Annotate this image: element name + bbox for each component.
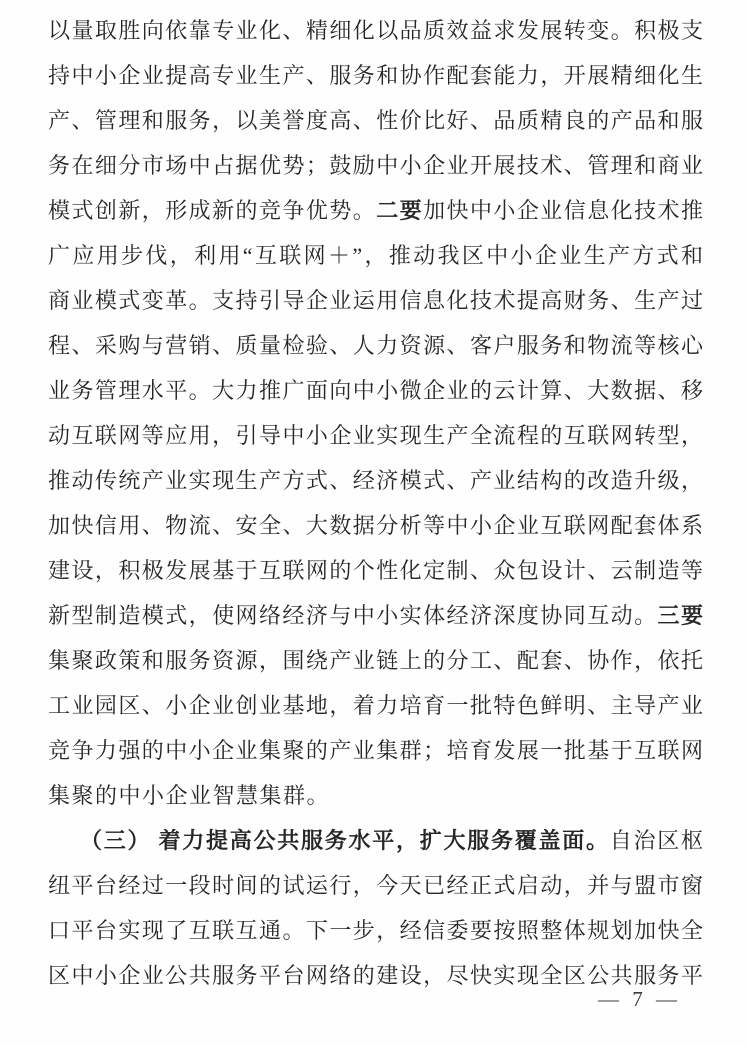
text-line (48, 8, 703, 53)
text-segment: 动互联网等应用，引导中小企业实现生产全流程的互联网转型， (48, 423, 703, 448)
text-segment: 竞争力强的中小企业集聚的产业集群；培育发展一批基于互联网 (48, 738, 703, 763)
text-line (48, 323, 703, 368)
text-line (48, 458, 703, 503)
text-segment: 广应用步伐，利用“互联网＋”，推动我区中小企业生产方式和 (48, 243, 704, 268)
text-segment: 集聚政策和服务资源，围绕产业链上的分工、配套、协作，依托 (48, 648, 703, 673)
text-segment: 工业园区、小企业创业基地，着力培育一批特色鲜明、主导产业 (48, 693, 703, 718)
text-line (48, 818, 703, 863)
text-line (48, 638, 703, 683)
text-line (48, 233, 703, 278)
text-segment: 产、管理和服务，以美誉度高、性价比好、品质精良的产品和服 (48, 108, 703, 133)
text-line (48, 143, 703, 188)
text-segment: 模式创新，形成新的竞争优势。 (48, 198, 377, 223)
text-line (48, 548, 703, 593)
text-segment: 加快信用、物流、安全、大数据分析等中小企业互联网配套体系 (48, 513, 703, 538)
text-line (48, 98, 703, 143)
text-line (48, 278, 703, 323)
text-segment: 以量取胜向依靠专业化、精细化以品质效益求发展转变。积极支 (48, 18, 703, 43)
text-segment: 推动传统产业实现生产方式、经济模式、产业结构的改造升级， (48, 468, 703, 493)
text-segment: 业务管理水平。大力推广面向中小微企业的云计算、大数据、移 (48, 378, 703, 403)
text-segment: 纽平台经过一段时间的试运行，今天已经正式启动，并与盟市窗 (48, 873, 703, 898)
text-segment: 务在细分市场中占据优势；鼓励中小企业开展技术、管理和商业 (48, 153, 703, 178)
text-line (48, 908, 703, 953)
text-segment: 程、采购与营销、质量检验、人力资源、客户服务和物流等核心 (48, 333, 703, 358)
text-line (48, 413, 703, 458)
text-segment: 商业模式变革。支持引导企业运用信息化技术提高财务、生产过 (48, 288, 703, 313)
bold-text-segment: （三） 着力提高公共服务水平，扩大服务覆盖面。 (80, 828, 610, 853)
text-segment: 集聚的中小企业智慧集群。 (48, 783, 331, 808)
text-line (48, 503, 703, 548)
text-line (48, 683, 703, 728)
text-line (48, 53, 703, 98)
text-line (48, 368, 703, 413)
text-line (48, 593, 703, 638)
text-segment: 自治区枢 (609, 828, 703, 853)
bold-text-segment: 二要 (376, 198, 424, 223)
text-line (48, 863, 703, 908)
text-line (48, 728, 703, 773)
text-segment: 加快中小企业信息化技术推 (423, 198, 703, 223)
document-body (48, 8, 703, 998)
bold-text-segment: 三要 (657, 603, 703, 628)
text-segment: 持中小企业提高专业生产、服务和协作配套能力，开展精细化生 (48, 63, 703, 88)
text-segment: 新型制造模式，使网络经济与中小实体经济深度协同互动。 (48, 603, 658, 628)
text-segment: 建设，积极发展基于互联网的个性化定制、众包设计、云制造等 (48, 558, 703, 583)
text-segment: 区中小企业公共服务平台网络的建设，尽快实现全区公共服务平 (48, 963, 703, 988)
text-segment: 口平台实现了互联互通。下一步，经信委要按照整体规划加快全 (48, 918, 703, 943)
text-line (48, 773, 703, 818)
page-number: — 7 — (598, 987, 681, 1011)
text-line (48, 188, 703, 233)
